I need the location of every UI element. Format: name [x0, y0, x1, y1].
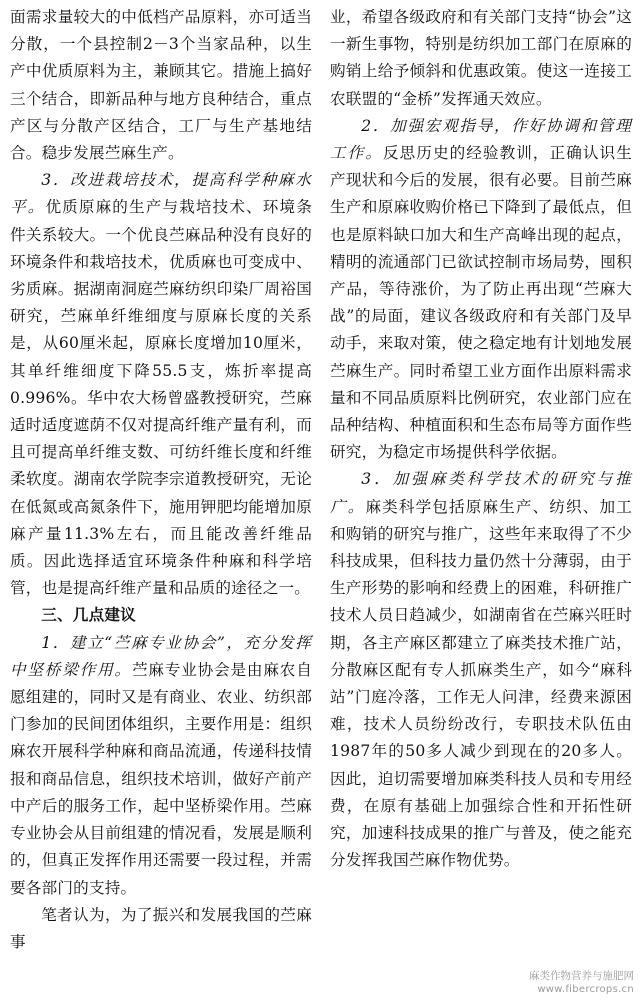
subsection-heading-2-guidance: 2．加强宏观指导，作好协调和管理工作。: [330, 116, 632, 163]
watermark-url: www.fibercrops.cn: [537, 984, 634, 995]
subsection-heading-1-association: 1．建立“苎麻专业协会”，充分发挥中坚桥梁作用。: [10, 633, 312, 679]
left-paragraph-2-body: 优质原麻的生产与栽培技术、环境条件关系较大。一个优良苎麻品种没有良好的环境条件和栽培技术，优质麻也可变成中、劣质麻。据湖南洞庭苎麻纺织印染厂周裕国研究，苎麻单纤维细度与原麻长度的关系是，从60厘米起，原麻长度增加10厘米，其单纤维细度下降55.5支，炼折率提高0.996%。华中农大杨曾盛教授研究，苎麻适时适度遮荫不仅对提高纤维产量有利，而且可提高单纤维支数、可纺纤维长度和纤维柔软度。湖南农学院李宗道教授研究，无论在低氮或高氮条件下，施用钾肥均能增加原麻产量11.3%左右，而且能改善纤维品质。因此选择适宜环境条件种麻和科学培管，也是提高纤维产量和品质的途径之一。: [10, 198, 312, 598]
left-paragraph-3-body: 苎麻专业协会是由麻农自愿组建的，同时又是有商业、农业、纺织部门参加的民间团体组织，主要作用是：组织麻农开展科学种麻和商品流通，传递科技情报和商品信息，组织技术培训，做好产前产中产后的服务工作，起中坚桥梁作用。苎麻专业协会从目前组建的情况看，发展是顺利的，但真正发挥作用还需要一段过程，并需要各部门的支持。: [10, 660, 312, 897]
watermark-site-name: 麻类作物营养与施肥网: [529, 970, 634, 982]
subsection-heading-3-cultivation: 3．改进栽培技术，提高科学种麻水平。: [10, 171, 312, 217]
right-paragraph-1: 业，希望各级政府和有关部门支持“协会”这一新生事物，特别是纺织加工部门在原麻的购销上给予倾斜和优惠政策。使这一连接工农联盟的“金桥”发挥通天效应。: [330, 8, 632, 108]
left-column: [10, 4, 312, 956]
left-paragraph-1: 面需求量较大的中低档产品原料，亦可适当分散，一个县控制2－3个当家品种，以生产中优质原料为主，兼顾其它。措施上搞好三个结合，即新品种与地方良种结合，重点产区与分散产区结合，工厂与生产基地结合。稳步发展苎麻生产。: [10, 8, 312, 163]
section-heading-suggestions: 三、几点建议: [41, 606, 136, 625]
right-paragraph-2: [330, 113, 632, 467]
left-paragraph-4: 笔者认为，为了振兴和发展我国的苎麻事: [10, 905, 312, 951]
left-paragraph-2: [10, 167, 312, 602]
right-paragraph-3-body: 麻类科学包括原麻生产、纺织、加工和购销的研究与推广，这些年来取得了不少科技成果，但科技力量仍然十分薄弱，由于生产形势的影响和经费上的困难，科研推广技术人员日趋减少，如湖南省在苎麻兴旺时期，各主产麻区都建立了麻类技术推广站，分散麻区配有专人抓麻类生产，如今“麻科站”门庭冷落，工作无人问津，经费来源困难，技术人员纷纷改行，专职技术队伍由1987年的50多人减少到现在的20多人。因此，迫切需要增加麻类科技人员和专用经费，在原有基础上加强综合性和开拓性研究，加速科技成果的推广与普及，使之能充分发挥我国苎麻作物优势。: [330, 497, 632, 870]
right-paragraph-3: [330, 466, 632, 874]
left-paragraph-3: [10, 630, 312, 902]
right-column: [330, 4, 632, 875]
subsection-heading-3-research: 3．加强麻类科学技术的研究与推广。: [330, 470, 632, 516]
right-paragraph-2-body: 反思历史的经验教训，正确认识生产现状和今后的发展，很有必要。目前苎麻生产和原麻收购价格已下降到了最低点，但也是原料缺口加大和生产高峰出现的起点，精明的流通部门已欲试控制市场局势，囤积产品，等待涨价，为了防止再出现“苎麻大战”的局面，建议各级政府和有关部门及早动手，来取对策，使之稳定地有计划地发展苎麻生产。同时希望工业方面作出原料需求量和不同品质原料比例研究，农业部门应在品种结构、种植面积和生态布局等方面作些研究，为稳定市场提供科学依据。: [330, 144, 632, 462]
watermark: [529, 970, 634, 996]
